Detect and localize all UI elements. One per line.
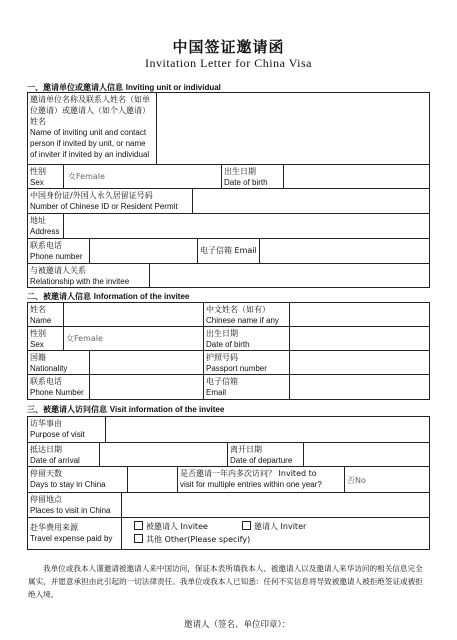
arrival-label — [28, 443, 100, 467]
inviter-address-label-en: Address — [30, 227, 60, 236]
multiple-entries-label-en1: Invited to — [278, 469, 317, 478]
invitee-nationality-field[interactable] — [90, 351, 204, 375]
invitee-sex-label-cn: 性别 — [30, 329, 46, 338]
inviter-sex-field[interactable] — [64, 165, 222, 189]
relationship-label-cn: 与被邀请人关系 — [30, 266, 86, 275]
relationship-label — [28, 264, 150, 287]
days-label — [28, 467, 128, 493]
multiple-entries-label-en2: visit for multiple entries within one year? — [180, 480, 322, 489]
inviter-sex-label-cn: 性别 — [30, 167, 46, 176]
inviter-phone-label-cn: 联系电话 — [30, 241, 62, 250]
inviter-phone-label — [28, 239, 90, 264]
title-english: Invitation Letter for China Visa — [144, 56, 313, 70]
inviter-phone-label-en: Phone number — [30, 252, 83, 261]
inviter-name-field[interactable] — [157, 93, 429, 165]
inviter-address-label — [28, 214, 64, 239]
inviter-id-field[interactable] — [193, 189, 429, 214]
purpose-label-en: Purpose of visit — [30, 430, 85, 439]
inviter-dob-label-en: Date of birth — [224, 178, 268, 187]
inviter-name-label — [28, 93, 157, 165]
invitee-phone-label-en: Phone Number — [30, 388, 84, 397]
inviter-name-label-cn: 邀请单位名称及联系人姓名（如单位邀请）或邀请人（如个人邀请）姓名 — [30, 95, 150, 126]
section1-heading-cn: 一、邀请单位或邀请人信息 — [27, 83, 123, 92]
arrival-label-en: Date of arrival — [30, 456, 80, 465]
inviter-phone-field[interactable] — [90, 239, 198, 264]
inviter-id-label-en: Number of Chinese ID or Resident Permit — [30, 202, 178, 211]
expense-option-inviter-label: 邀请人 Inviter — [254, 522, 307, 531]
invitee-nationality-label-cn: 国籍 — [30, 353, 46, 362]
declaration-paragraph: 我单位或我本人谨邀请被邀请人来中国访问，保证本表所填我本人、被邀请人以及邀请人来华访问的相关信息完全属实，并愿意承担由此引起的一切法律责任。我单位或我本人已知悉：任何不实信息将导致被邀请人被拒绝签证或被拒绝入境。 — [28, 564, 423, 599]
section3-table — [27, 416, 430, 550]
expense-option-other[interactable] — [134, 534, 250, 545]
checkbox-icon[interactable] — [242, 521, 251, 530]
invitee-email-label — [204, 375, 290, 399]
inviter-address-label-cn: 地址 — [30, 216, 46, 225]
days-label-en: Days to stay in China — [30, 480, 106, 489]
section3-heading-cn: 三、被邀请人访问信息 — [27, 405, 107, 414]
expense-label-en: Travel expense paid by — [30, 534, 113, 543]
inviter-email-label — [198, 239, 260, 264]
invitee-chinese-name-label — [204, 303, 290, 327]
invitee-sex-label-en: Sex — [30, 340, 44, 349]
expense-options — [122, 518, 429, 549]
places-label — [28, 493, 122, 518]
purpose-label-cn: 访华事由 — [30, 419, 62, 428]
departure-label — [228, 443, 304, 467]
inviter-dob-label-cn: 出生日期 — [224, 167, 256, 176]
section2-heading-cn: 二、被邀请人信息 — [27, 292, 91, 301]
invitee-passport-label-en: Passport number — [206, 364, 267, 373]
invitee-sex-field[interactable] — [64, 327, 204, 351]
inviter-sex-option-female[interactable]: 女Female — [68, 172, 105, 181]
arrival-label-cn: 抵达日期 — [30, 445, 62, 454]
invitee-sex-option-female[interactable]: 女Female — [66, 334, 103, 343]
invitee-nationality-label — [28, 351, 90, 375]
invitee-chinese-name-field[interactable] — [290, 303, 429, 327]
arrival-field[interactable] — [100, 443, 228, 467]
invitee-dob-label — [204, 327, 290, 351]
multiple-entries-option-no[interactable]: 否No — [347, 476, 366, 485]
invitee-name-field[interactable] — [64, 303, 204, 327]
places-field[interactable] — [122, 493, 429, 518]
inviter-id-label — [28, 189, 193, 214]
invitee-passport-label-cn: 护照号码 — [206, 353, 238, 362]
invitee-dob-label-cn: 出生日期 — [206, 329, 238, 338]
invitee-dob-field[interactable] — [290, 327, 429, 351]
departure-label-cn: 离开日期 — [230, 445, 262, 454]
checkbox-icon[interactable] — [134, 521, 143, 530]
multiple-entries-label-cn: 是否邀请一年内多次访问？ — [180, 469, 276, 478]
invitee-name-label-en: Name — [30, 316, 52, 325]
inviter-name-label-en: Name of inviting unit and contact person if invited by unit, or name of inviter if invited by an individual — [30, 128, 150, 159]
invitee-passport-label — [204, 351, 290, 375]
multiple-entries-label — [178, 467, 345, 493]
departure-field[interactable] — [304, 443, 429, 467]
section3-heading-en: Visit information of the invitee — [109, 405, 225, 414]
inviter-id-label-cn: 中国身份证/外国人永久居留证号码 — [30, 191, 153, 200]
expense-option-invitee-label: 被邀请人 Invitee — [146, 522, 208, 531]
invitee-email-label-en: Email — [206, 388, 227, 397]
section2-table — [27, 302, 430, 400]
section1-table — [27, 92, 430, 288]
departure-label-en: Date of departure — [230, 456, 293, 465]
expense-label-cn: 赴华费用来源 — [30, 523, 78, 532]
invitee-name-label — [28, 303, 64, 327]
inviter-sex-label-en: Sex — [30, 178, 44, 187]
title-chinese: 中国签证邀请函 — [172, 38, 285, 56]
section3-heading — [27, 404, 224, 415]
inviter-email-label-cn: 电子信箱 — [200, 246, 232, 255]
multiple-entries-label-line1 — [180, 468, 342, 479]
days-label-cn: 停留天数 — [30, 469, 62, 478]
invitee-chinese-name-label-en: Chinese name if any — [206, 316, 279, 325]
purpose-field[interactable] — [106, 417, 429, 443]
checkbox-icon[interactable] — [134, 534, 143, 543]
section2-heading — [27, 291, 189, 302]
days-field[interactable] — [128, 467, 178, 493]
invitee-email-label-cn: 电子信箱 — [206, 377, 238, 386]
expense-option-other-label: 其他 Other(Please specify) — [146, 535, 251, 544]
invitee-dob-label-en: Date of birth — [206, 340, 250, 349]
invitee-sex-label — [28, 327, 64, 351]
invitee-phone-field[interactable] — [90, 375, 204, 399]
multiple-entries-field[interactable] — [345, 467, 429, 493]
invitee-email-field[interactable] — [290, 375, 429, 399]
section1-heading-en: Inviting unit or individual — [125, 83, 221, 92]
invitee-nationality-label-en: Nationality — [30, 364, 68, 373]
invitee-name-label-cn: 姓名 — [30, 305, 46, 314]
inviter-dob-field[interactable] — [284, 165, 429, 189]
invitee-phone-label — [28, 375, 90, 399]
invitee-passport-field[interactable] — [290, 351, 429, 375]
expense-label — [28, 518, 122, 549]
places-label-en: Places to visit in China — [30, 506, 111, 515]
relationship-label-en: Relationship with the invitee — [30, 277, 130, 286]
purpose-label — [28, 417, 106, 443]
places-label-cn: 停留地点 — [30, 495, 62, 504]
invitee-chinese-name-label-cn: 中文姓名（如有） — [206, 305, 270, 314]
inviter-email-field[interactable] — [260, 239, 429, 264]
section2-heading-en: Information of the invitee — [93, 292, 190, 301]
expense-option-inviter[interactable] — [242, 521, 306, 532]
relationship-field[interactable] — [150, 264, 429, 287]
invitee-phone-label-cn: 联系电话 — [30, 377, 62, 386]
expense-option-invitee[interactable] — [134, 521, 208, 532]
signature-label: 邀请人（签名、单位印章）： — [184, 620, 291, 630]
inviter-address-field[interactable] — [64, 214, 429, 239]
inviter-sex-label — [28, 165, 64, 189]
inviter-email-label-en: Email — [234, 246, 257, 255]
inviter-dob-label — [222, 165, 284, 189]
